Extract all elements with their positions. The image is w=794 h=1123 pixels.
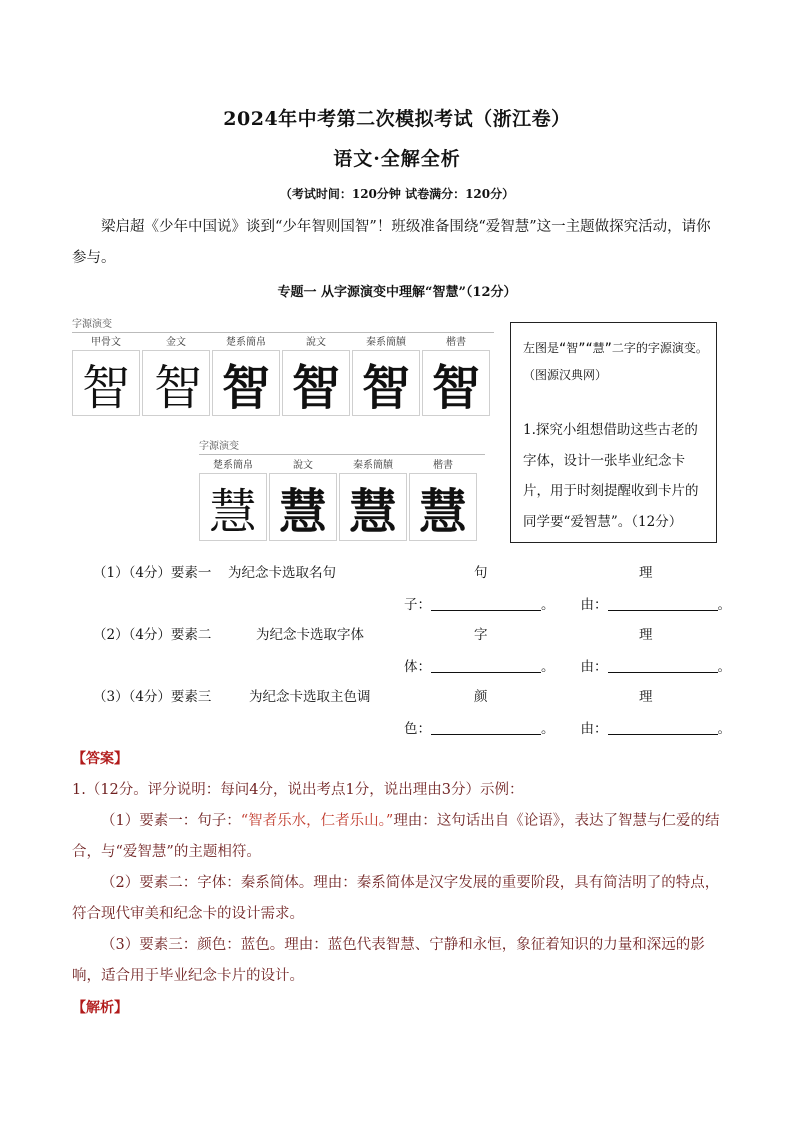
answer-label-part: 颜	[474, 689, 488, 705]
glyph-script-label: 秦系簡牘	[366, 337, 406, 348]
subquestion-blanks	[404, 717, 731, 737]
glyph-cell	[352, 336, 420, 416]
reason-label: 由：	[580, 597, 608, 613]
exam-note: （考试时间：120分钟 试卷满分：120分）	[279, 187, 515, 201]
answer-head: 1.（12分。评分说明：每问4分，说出考点1分，说出理由3分）示例：	[72, 782, 524, 798]
glyph-character: 慧	[409, 473, 477, 541]
answer-1	[72, 806, 724, 868]
glyph-cell	[339, 459, 407, 541]
answer-label-part: 句	[474, 565, 488, 581]
answer-blank[interactable]	[431, 596, 541, 611]
reason-label-part: 理	[639, 689, 653, 705]
glyph-cell	[72, 336, 140, 416]
reason-label-part: 理	[639, 627, 653, 643]
subquestion-blanks	[404, 655, 731, 675]
glyph-cell	[409, 459, 477, 541]
page-subtitle: 语文·全解全析	[333, 148, 461, 170]
period: 。	[717, 597, 731, 613]
answer-2: （2）要素二：字体：秦系简体。理由：秦系简体是汉字发展的重要阶段，具有简洁明了的特点，符合现代审美和纪念卡的设计需求。	[72, 875, 720, 922]
reason-label-part: 理	[639, 565, 653, 581]
glyph-character: 慧	[199, 473, 267, 541]
glyph-script-label: 楷書	[446, 337, 466, 348]
subquestion-task: 为纪念卡选取字体	[256, 627, 364, 643]
glyph-cell	[199, 459, 267, 541]
answer-blank[interactable]	[431, 658, 541, 673]
subquestion-blanks	[404, 593, 731, 613]
reason-blank[interactable]	[608, 596, 718, 611]
glyph-character: 智	[72, 350, 140, 416]
glyph-character: 智	[212, 350, 280, 416]
intro-paragraph: 梁启超《少年中国说》谈到“少年智则国智”！班级准备围绕“爱智慧”这一主题做探究活动，请你参与。	[72, 219, 711, 266]
panel-label: 字源演变	[72, 319, 112, 330]
box-caption: 左图是“智”“慧”二字的字源演变。（图源汉典网）	[523, 341, 708, 382]
glyph-panel-hui	[199, 437, 485, 455]
reason-blank[interactable]	[608, 720, 718, 735]
subquestion-number: （3）（4分）要素三	[93, 689, 212, 705]
glyph-script-label: 楚系簡帛	[213, 460, 253, 471]
panel-divider	[72, 332, 494, 333]
glyph-panel-zhi	[72, 315, 494, 333]
glyph-cell	[282, 336, 350, 416]
panel-label: 字源演变	[199, 441, 239, 452]
glyph-script-label: 說文	[293, 460, 313, 471]
glyph-character: 智	[282, 350, 350, 416]
subquestion-number: （1）（4分）要素一	[93, 565, 212, 581]
analysis-tag: 【解析】	[72, 1000, 128, 1016]
glyph-character: 智	[352, 350, 420, 416]
subquestion-task: 为纪念卡选取主色调	[249, 689, 371, 705]
answer-3: （3）要素三：颜色：蓝色。理由：蓝色代表智慧、宁静和永恒，象征着知识的力量和深远的影响，适合用于毕业纪念卡片的设计。	[72, 937, 705, 984]
box-question: 1.探究小组想借助这些古老的字体，设计一张毕业纪念卡片，用于时刻提醒收到卡片的同学要“爱智慧”。（12分）	[523, 422, 699, 530]
glyph-row-hui	[199, 459, 485, 545]
glyph-cell	[422, 336, 490, 416]
page-title: 2024年中考第二次模拟考试（浙江卷）	[223, 108, 571, 130]
topic-heading: 专题一 从字源演变中理解“智慧”（12分）	[277, 285, 517, 300]
glyph-script-label: 秦系簡牘	[353, 460, 393, 471]
glyph-character: 慧	[269, 473, 337, 541]
answer-blank[interactable]	[431, 720, 541, 735]
answer-label-part: 字	[474, 627, 488, 643]
glyph-script-label: 金文	[166, 337, 186, 348]
answer-tag: 【答案】	[72, 751, 128, 767]
glyph-script-label: 楚系簡帛	[226, 337, 266, 348]
question-box	[510, 322, 717, 543]
glyph-cell	[269, 459, 337, 541]
answer-label: 体：	[404, 659, 431, 675]
glyph-script-label: 甲骨文	[91, 337, 121, 348]
subquestion-task: 为纪念卡选取名句	[228, 565, 336, 581]
period: 。	[717, 721, 731, 737]
answer-1-pre: （1）要素一：句子：	[101, 813, 241, 829]
reason-blank[interactable]	[608, 658, 718, 673]
reason-label: 由：	[580, 659, 608, 675]
period: 。	[541, 721, 555, 737]
reason-label: 由：	[580, 721, 608, 737]
answer-1-quote: “智者乐水，仁者乐山。”	[240, 813, 394, 829]
glyph-cell	[142, 336, 210, 416]
glyph-row-zhi	[72, 336, 494, 420]
glyph-script-label: 楷書	[433, 460, 453, 471]
glyph-character: 智	[142, 350, 210, 416]
answer-label: 子：	[404, 597, 431, 613]
period: 。	[541, 597, 555, 613]
glyph-script-label: 說文	[306, 337, 326, 348]
glyph-character: 智	[422, 350, 490, 416]
subquestion-number: （2）（4分）要素二	[93, 627, 212, 643]
answer-1-post: 理由：这句话出自《论语》，表达了智慧与仁爱的结合，与“爱智慧”的主题相符。	[72, 813, 720, 860]
panel-divider	[199, 454, 485, 455]
glyph-character: 慧	[339, 473, 407, 541]
glyph-cell	[212, 336, 280, 416]
answer-label: 色：	[404, 721, 431, 737]
period: 。	[717, 659, 731, 675]
period: 。	[541, 659, 555, 675]
